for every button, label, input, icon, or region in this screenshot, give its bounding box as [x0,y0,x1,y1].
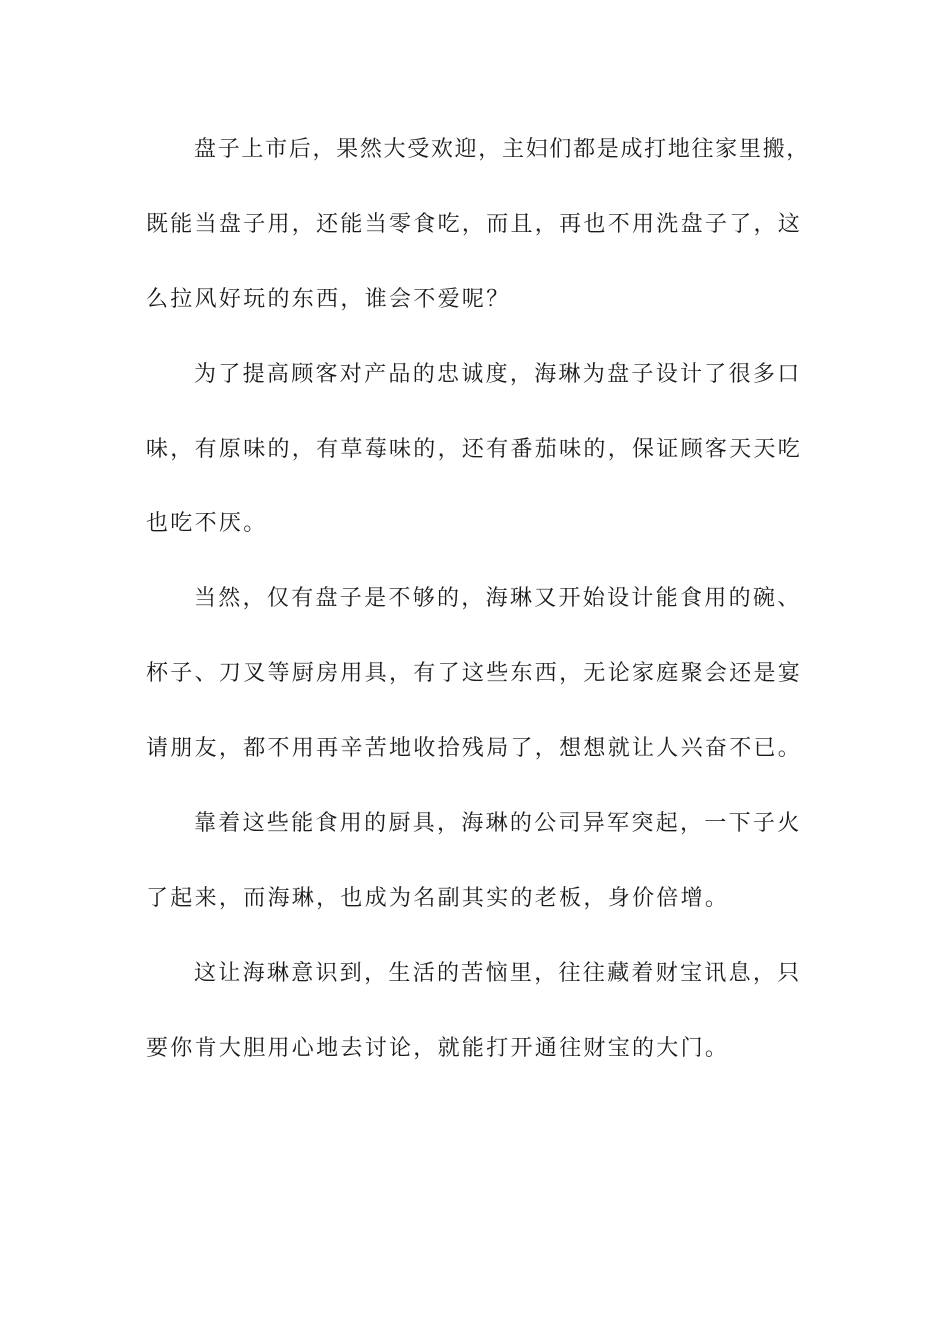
paragraph-4-line-2 [0,883,950,915]
text-line: 既能当盘子用，还能当零食吃，而且，再也不用洗盘子了，这 [146,212,803,237]
text-line: 当然，仅有盘子是不够的，海琳又开始设计能食用的碗、 [194,586,802,611]
text-line: 杯子、刀叉等厨房用具，有了这些东西，无论家庭聚会还是宴 [146,661,803,686]
text-line: 盘子上市后，果然大受欢迎，主妇们都是成打地往家里搬， [194,137,810,162]
text-line: 了起来，而海琳，也成为名副其实的老板，身价倍增。 [146,886,730,911]
paragraph-5-line-1 [0,958,950,990]
paragraph-4-line-1 [0,808,950,840]
paragraph-2-line-2 [0,434,950,466]
paragraph-1-line-2 [0,209,950,241]
text-line: 么拉风好玩的东西，谁会不爱呢？ [146,287,511,312]
text-line: 要你肯大胆用心地去讨论，就能打开通往财宝的大门。 [146,1036,730,1061]
text-line: 味，有原味的，有草莓味的，还有番茄味的，保证顾客天天吃 [146,437,803,462]
paragraph-1-line-3 [0,284,950,316]
paragraph-2-line-3 [0,508,950,540]
text-line: 请朋友，都不用再辛苦地收拾残局了，想想就让人兴奋不已。 [146,736,803,761]
text-line: 这让海琳意识到，生活的苦恼里，往往藏着财宝讯息，只 [194,961,802,986]
paragraph-3-line-2 [0,658,950,690]
paragraph-3-line-1 [0,583,950,615]
paragraph-2-line-1 [0,359,950,391]
paragraph-5-line-2 [0,1033,950,1065]
paragraph-1-line-1 [0,134,950,166]
text-line: 靠着这些能食用的厨具，海琳的公司异军突起，一下子火 [194,811,802,836]
paragraph-3-line-3 [0,733,950,765]
text-line: 为了提高顾客对产品的忠诚度，海琳为盘子设计了很多口 [194,362,802,387]
text-line: 也吃不厌。 [146,511,268,536]
